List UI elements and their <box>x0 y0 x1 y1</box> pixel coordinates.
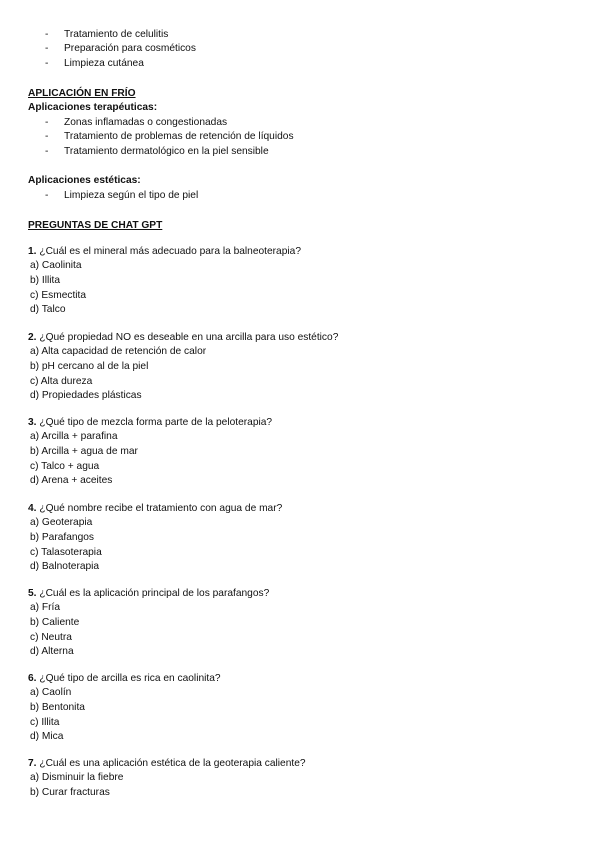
answer-option: a) Arcilla + parafina <box>30 431 118 443</box>
dash-marker: - <box>45 57 49 69</box>
list-item <box>0 42 600 56</box>
therapeutic-list <box>0 116 600 159</box>
question-block <box>28 245 588 318</box>
answer-option: a) Alta capacidad de retención de calor <box>30 346 207 358</box>
cold-application-heading: APLICACIÓN EN FRÍO <box>28 88 136 99</box>
question-text: ¿Qué nombre recibe el tratamiento con agua de mar? <box>39 503 283 514</box>
question-block <box>28 502 588 575</box>
question-number: 2. <box>28 332 37 343</box>
list-item-text: Tratamiento de celulitis <box>64 29 169 40</box>
answer-option: a) Caolinita <box>30 260 82 272</box>
list-item <box>0 28 600 42</box>
list-item-text: Limpieza según el tipo de piel <box>64 190 199 201</box>
answer-option: a) Fría <box>30 602 61 614</box>
question-text: ¿Qué propiedad NO es deseable en una arcilla para uso estético? <box>39 332 339 343</box>
dash-marker: - <box>45 43 49 55</box>
list-item-text: Tratamiento dermatológico en la piel sensible <box>64 145 269 157</box>
chat-gpt-questions-heading: PREGUNTAS DE CHAT GPT <box>28 220 163 231</box>
question-block <box>28 757 588 801</box>
top-bullet-list <box>0 28 600 71</box>
question-line <box>28 331 588 345</box>
answer-option: d) Propiedades plásticas <box>30 390 142 402</box>
question-line <box>28 245 588 259</box>
answer-option: c) Neutra <box>30 631 72 643</box>
answer-option: d) Alterna <box>30 646 74 658</box>
answer-option: c) Illita <box>30 716 60 728</box>
list-item <box>0 145 600 159</box>
question-number: 7. <box>28 758 37 769</box>
answer-option: b) Bentonita <box>30 701 85 713</box>
list-item <box>0 189 600 203</box>
question-block <box>28 416 588 489</box>
list-item <box>0 116 600 130</box>
answer-option: b) Illita <box>30 274 61 286</box>
question-text: ¿Qué tipo de arcilla es rica en caolinita? <box>39 673 221 684</box>
answer-option: b) Caliente <box>30 616 80 628</box>
dash-marker: - <box>45 145 49 157</box>
question-text: ¿Cuál es la aplicación principal de los parafangos? <box>39 588 270 599</box>
question-line <box>28 587 588 601</box>
answer-option: d) Balnoterapia <box>30 561 100 573</box>
question-number: 1. <box>28 246 37 257</box>
answer-option: d) Mica <box>30 731 64 743</box>
dash-marker: - <box>45 131 49 143</box>
dash-marker: - <box>45 117 49 128</box>
answer-option: c) Talco + agua <box>30 460 100 472</box>
list-item-text: Zonas inflamadas o congestionadas <box>64 117 228 128</box>
question-line <box>28 757 588 771</box>
list-item-text: Limpieza cutánea <box>64 57 144 69</box>
answer-option: a) Geoterapia <box>30 517 93 529</box>
list-item <box>0 130 600 144</box>
answer-option: c) Talasoterapia <box>30 546 102 558</box>
question-number: 5. <box>28 588 37 599</box>
question-block <box>28 331 588 404</box>
question-line <box>28 416 588 430</box>
question-number: 6. <box>28 673 37 684</box>
answer-option: b) pH cercano al de la piel <box>30 360 149 372</box>
question-block <box>28 672 588 745</box>
question-line <box>28 502 588 516</box>
answer-option: a) Caolín <box>30 687 72 699</box>
answer-option: b) Curar fracturas <box>30 786 110 798</box>
question-text: ¿Qué tipo de mezcla forma parte de la peloterapia? <box>39 417 273 428</box>
list-item <box>0 57 600 71</box>
question-block <box>28 587 588 660</box>
dash-marker: - <box>45 190 49 201</box>
question-number: 4. <box>28 503 37 514</box>
aesthetic-applications-heading: Aplicaciones estéticas: <box>28 175 141 186</box>
question-text: ¿Cuál es una aplicación estética de la geoterapia caliente? <box>39 758 306 769</box>
answer-option: d) Talco <box>30 304 66 316</box>
question-line <box>28 672 588 686</box>
list-item-text: Preparación para cosméticos <box>64 43 196 55</box>
question-number: 3. <box>28 417 37 428</box>
question-text: ¿Cuál es el mineral más adecuado para la balneoterapia? <box>39 246 301 257</box>
answer-option: c) Alta dureza <box>30 375 93 387</box>
answer-option: c) Esmectita <box>30 289 87 301</box>
answer-option: d) Arena + aceites <box>30 475 113 487</box>
answer-option: b) Arcilla + agua de mar <box>30 445 138 457</box>
aesthetic-list <box>0 189 600 203</box>
therapeutic-applications-heading: Aplicaciones terapéuticas: <box>28 102 158 113</box>
answer-option: b) Parafangos <box>30 531 94 543</box>
answer-option: a) Disminuir la fiebre <box>30 772 124 784</box>
list-item-text: Tratamiento de problemas de retención de líquidos <box>64 131 294 143</box>
dash-marker: - <box>45 29 49 40</box>
